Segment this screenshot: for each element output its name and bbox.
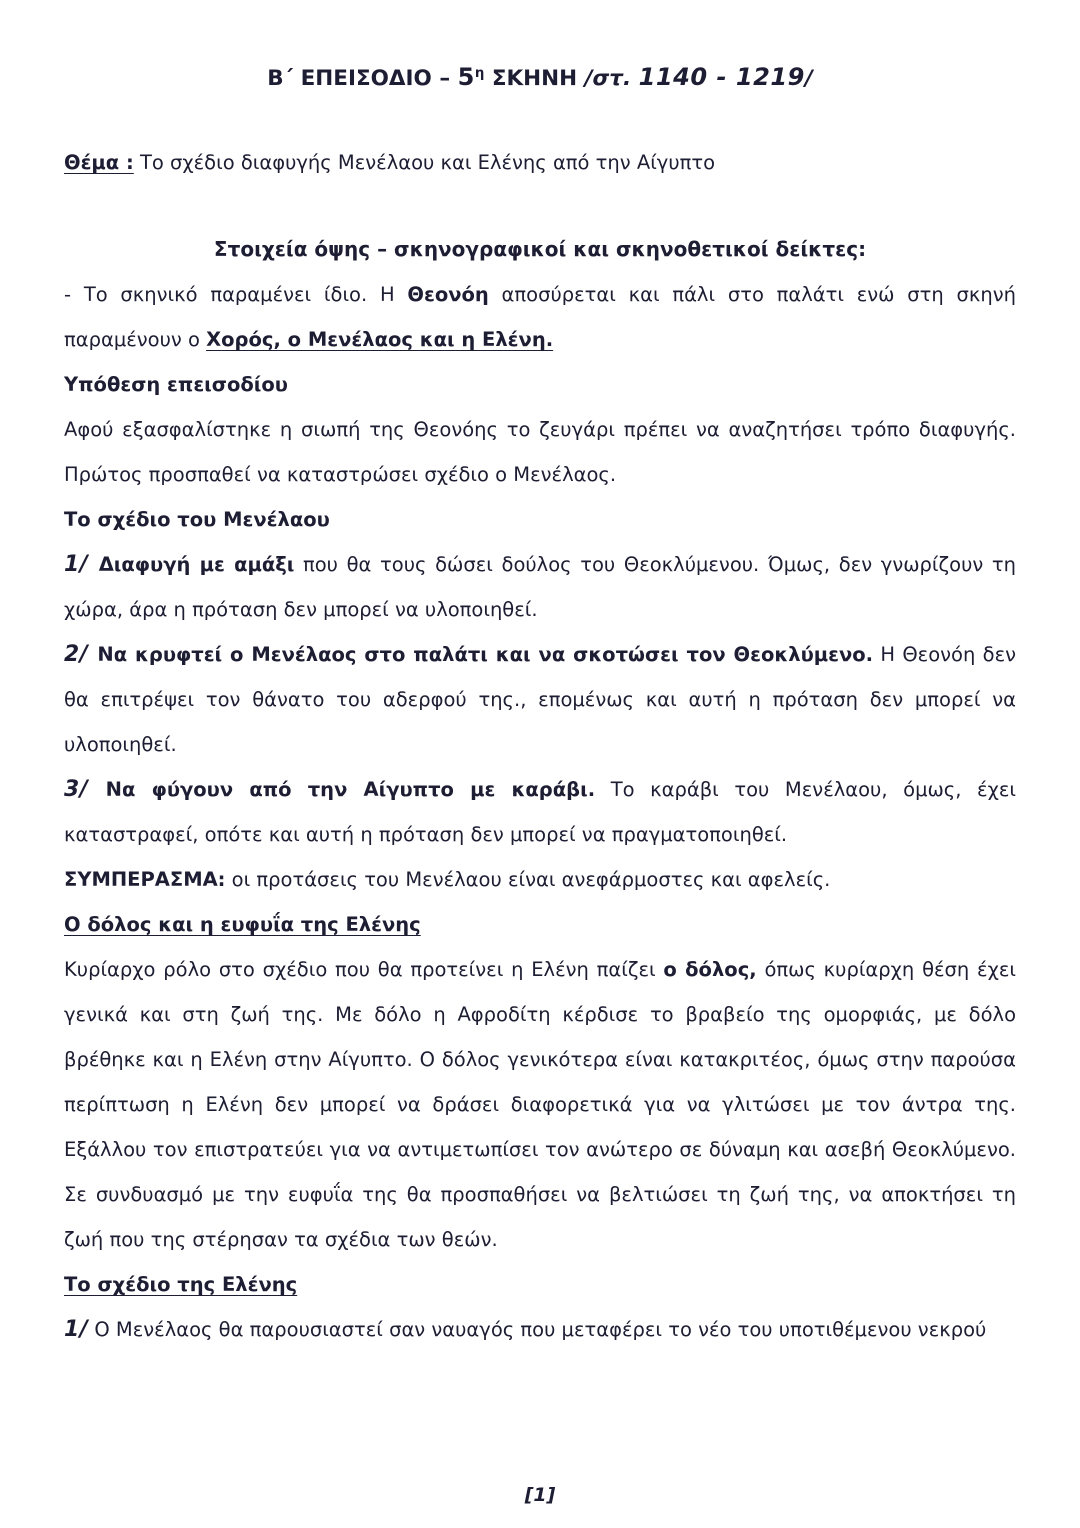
page-number: [1] [524, 1484, 556, 1506]
stage-elements-heading: Στοιχεία όψης – σκηνογραφικοί και σκηνοθετικοί δείκτες: [213, 237, 867, 261]
page-title: Β΄ ΕΠΕΙΣΟΔΙΟ – $5^\eta$ ΣΚΗΝΗ /στ. 1140 - 1219/ [267, 63, 813, 91]
dolos-heading: Ο δόλος και η ευφυΐα της Ελένης [64, 913, 421, 936]
hypothesis-heading: Υπόθεση επεισοδίου [64, 373, 288, 396]
menelaus-plan-heading: Το σχέδιο του Μενέλαου [64, 508, 330, 531]
theme-line: Θέμα : Το σχέδιο διαφυγής Μενέλαου και Ελένης από την Αίγυπτο [64, 151, 716, 174]
menelaus-plan-point-2: 2/ Να κρυφτεί ο Μενέλαος στο παλάτι και να σκοτώσει τον Θεοκλύμενο. Η Θεονόη δεν θα επιτρέψει τον θάνατο του αδερφού της., επομένως και αυτή η πρόταση δεν μπορεί να υλοποιηθεί. [64, 642, 1017, 756]
helen-plan-point-1: 1/ Ο Μενέλαος θα παρουσιαστεί σαν ναυαγός που μεταφέρει το νέο του υποτιθέμενου νεκρού [64, 1317, 987, 1342]
menelaus-plan-point-1: 1/ Διαφυγή με αμάξι που θα τους δώσει δούλος του Θεοκλύμενου. Όμως, δεν γνωρίζουν τη χώρα, άρα η πρόταση δεν μπορεί να υλοποιηθεί. [64, 552, 1016, 621]
dolos-paragraph: Κυρίαρχο ρόλο στο σχέδιο που θα προτείνει η Ελένη παίζει ο δόλος, όπως κυρίαρχη θέση έχει γενικά και στη ζωή της. Με δόλο η Αφροδίτη κέρδισε το βραβείο της ομορφιάς, με δόλο βρέθηκε και η Ελένη στην Αίγυπτο. Ο δόλος γενικότερα είναι κατακριτέος, όμως στην παρούσα περίπτωση η Ελένη δεν μπορεί να δράσει διαφορετικά για να γλιτώσει με τον άντρα της. Εξάλλου τον επιστρατεύει για να αντιμετωπίσει τον ανώτερο σε δύναμη και ασεβή Θεοκλύμενο. Σε συνδυασμό με την ευφυΐα της θα προσπαθήσει να βελτιώσει τη ζωή της, να αποκτήσει τη ζωή που της στέρησαν τα σχέδια των θεών. [64, 958, 1016, 1251]
menelaus-plan-conclusion: ΣΥΜΠΕΡΑΣΜΑ: οι προτάσεις του Μενέλαου είναι ανεφάρμοστες και αφελείς. [64, 868, 831, 891]
hypothesis-paragraph: Αφού εξασφαλίστηκε η σιωπή της Θεονόης το ζευγάρι πρέπει να αναζητήσει τρόπο διαφυγής. Πρώτος προσπαθεί να καταστρώσει σχέδιο ο Μενέλαος. [64, 418, 1016, 486]
helen-plan-heading: Το σχέδιο της Ελένης [64, 1273, 298, 1296]
menelaus-plan-point-3: 3/ Να φύγουν από την Αίγυπτο με καράβι. Το καράβι του Μενέλαου, όμως, έχει καταστραφεί, οπότε και αυτή η πρόταση δεν μπορεί να πραγματοποιηθεί. [64, 777, 1016, 846]
stage-paragraph: - Το σκηνικό παραμένει ίδιο. Η Θεονόη αποσύρεται και πάλι στο παλάτι ενώ στη σκηνή παραμένουν ο Χορός, ο Μενέλαος και η Ελένη. [64, 283, 1016, 351]
